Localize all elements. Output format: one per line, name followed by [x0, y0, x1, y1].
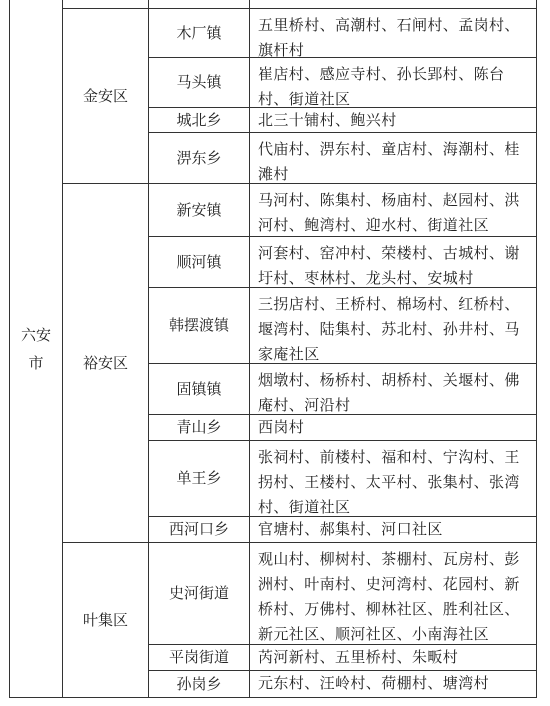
town-name-cell	[149, 517, 249, 542]
town-name-cell	[149, 184, 249, 236]
village-list-cell: 元东村、汪岭村、荷棚村、塘湾村	[258, 674, 490, 692]
town-name: 固镇镇	[176, 379, 222, 398]
town-name: 马头镇	[176, 73, 222, 91]
district-cell-yeji	[63, 543, 148, 697]
village-list-cell: 张祠村、前楼村、福和村、宁沟村、王拐村、王楼村、太平村、张集村、张湾村、街道社区	[258, 448, 520, 516]
village-list-cell: 烟墩村、杨桥村、胡桥村、关堰村、佛庵村、河沿村	[258, 371, 520, 414]
town-name: 顺河镇	[176, 252, 222, 271]
district-cell-jinan	[63, 9, 148, 183]
town-name: 木厂镇	[176, 23, 222, 42]
village-list-cell: 五里桥村、高潮村、石闸村、孟岗村、旗杆村	[258, 16, 520, 59]
village-list-cell: 马河村、陈集村、杨庙村、赵园村、洪河村、鲍湾村、迎水村、街道社区	[258, 191, 520, 234]
town-name-cell	[149, 364, 249, 414]
district-name: 金安区	[82, 86, 128, 105]
town-name-cell	[149, 237, 249, 287]
town-name: 新安镇	[176, 200, 222, 219]
town-name-cell	[149, 133, 249, 183]
district-name: 裕安区	[82, 353, 128, 372]
town-name-cell	[149, 543, 249, 644]
village-list-cell: 西岗村	[258, 418, 305, 436]
village-list-cell: 崔店村、感应寺村、孙长郢村、陈台村、街道社区	[258, 65, 505, 108]
district-cell-yuan	[63, 184, 148, 542]
town-name-cell	[149, 415, 249, 440]
town-name: 平岗街道	[168, 648, 229, 666]
village-list-cell: 北三十铺村、鲍兴村	[258, 111, 397, 129]
town-name-cell	[149, 671, 249, 697]
city-cell	[10, 0, 62, 697]
town-name-cell	[149, 58, 249, 107]
town-name: 孙岗乡	[176, 674, 222, 693]
town-name-cell	[149, 441, 249, 516]
town-name: 城北乡	[176, 110, 222, 129]
village-list-cell: 官塘村、郝集村、河口社区	[258, 520, 443, 538]
town-name-cell	[149, 645, 249, 670]
city-name: 六安市	[21, 325, 52, 372]
district-name: 叶集区	[82, 610, 128, 629]
town-name: 西河口乡	[168, 520, 229, 538]
village-list-cell: 三拐店村、王桥村、棉场村、红桥村、堰湾村、陆集村、苏北村、孙井村、马家庵社区	[258, 295, 520, 363]
town-name: 淠东乡	[176, 148, 222, 167]
village-list-cell: 芮河新村、五里桥村、朱畈村	[258, 648, 459, 666]
town-name-cell	[149, 108, 249, 132]
town-name: 单王乡	[176, 469, 222, 487]
village-list-cell: 河套村、窑冲村、荣楼村、古城村、谢圩村、枣林村、龙头村、安城村	[258, 244, 520, 287]
town-name: 史河街道	[168, 584, 229, 602]
town-name: 韩摆渡镇	[168, 316, 229, 334]
town-name: 青山乡	[176, 418, 222, 436]
village-list-cell: 观山村、柳树村、茶棚村、瓦房村、彭洲村、叶南村、史河湾村、花园村、新桥村、万佛村、柳林社区、胜利社区、新元社区、顺河社区、小南海社区	[258, 550, 520, 643]
town-name-cell	[149, 9, 249, 57]
village-list-cell: 代庙村、淠东村、童店村、海潮村、桂滩村	[258, 140, 520, 183]
town-name-cell	[149, 288, 249, 363]
admin-division-table	[9, 0, 537, 698]
